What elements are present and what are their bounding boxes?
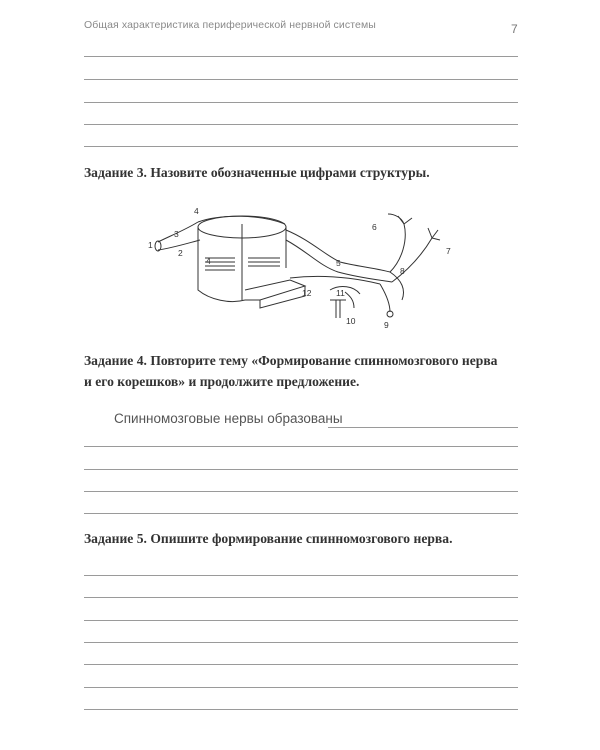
answer-line[interactable] bbox=[84, 469, 518, 470]
figure-label-7: 7 bbox=[446, 246, 451, 256]
answer-line[interactable] bbox=[84, 709, 518, 710]
figure-label-1: 1 bbox=[148, 240, 153, 250]
answer-line[interactable] bbox=[84, 642, 518, 643]
answer-line[interactable] bbox=[84, 491, 518, 492]
answer-line[interactable] bbox=[84, 620, 518, 621]
task4-heading bbox=[84, 350, 524, 392]
figure-label-3: 3 bbox=[174, 229, 179, 239]
figure-label-4-inner: 4 bbox=[206, 256, 211, 266]
task5-heading: Задание 5. Опишите формирование спинномозгового нерва. bbox=[84, 531, 453, 546]
answer-line[interactable] bbox=[84, 124, 518, 125]
spinal-nerve-diagram bbox=[140, 200, 470, 330]
page-header-title: Общая характеристика периферической нервной системы bbox=[84, 19, 376, 31]
figure-label-5: 5 bbox=[336, 258, 341, 268]
answer-line[interactable] bbox=[84, 79, 518, 80]
figure-label-4-top: 4 bbox=[194, 206, 199, 216]
figure-label-11: 11 bbox=[336, 288, 345, 298]
task4-heading-line1: Задание 4. Повторите тему «Формирование спинномозгового нерва bbox=[84, 353, 498, 368]
page-number: 7 bbox=[511, 22, 518, 36]
answer-line[interactable] bbox=[84, 446, 518, 447]
figure-label-8: 8 bbox=[400, 266, 405, 276]
figure-label-2: 2 bbox=[178, 248, 183, 258]
answer-line[interactable] bbox=[84, 146, 518, 147]
answer-line[interactable] bbox=[84, 56, 518, 57]
figure-label-10: 10 bbox=[346, 316, 356, 326]
task4-prompt: Спинномозговые нервы образованы bbox=[114, 411, 343, 426]
answer-line[interactable] bbox=[84, 664, 518, 665]
answer-line[interactable] bbox=[84, 597, 518, 598]
answer-line[interactable] bbox=[84, 575, 518, 576]
answer-line[interactable] bbox=[84, 513, 518, 514]
answer-line[interactable] bbox=[84, 102, 518, 103]
answer-line[interactable] bbox=[84, 687, 518, 688]
figure-label-9: 9 bbox=[384, 320, 389, 330]
figure-label-6: 6 bbox=[372, 222, 377, 232]
task4-heading-line2: и его корешков» и продолжите предложение. bbox=[84, 374, 360, 389]
task4-prompt-answer-line[interactable] bbox=[328, 427, 518, 428]
figure-label-12: 12 bbox=[302, 288, 312, 298]
task3-heading: Задание 3. Назовите обозначенные цифрами структуры. bbox=[84, 165, 430, 180]
